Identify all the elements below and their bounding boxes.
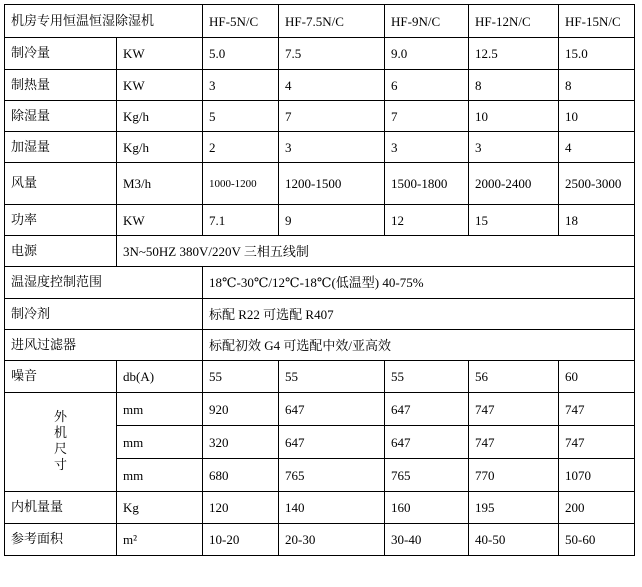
model-header: HF-9N/C (385, 5, 469, 38)
cell-value: 9 (279, 205, 385, 236)
cell-value: 195 (469, 492, 559, 524)
cell-value: 7 (385, 101, 469, 132)
cell-value: 7 (279, 101, 385, 132)
model-header: HF-15N/C (559, 5, 635, 38)
row-unit: KW (117, 38, 203, 70)
cell-value: 320 (203, 426, 279, 459)
cell-value: 55 (203, 361, 279, 393)
cell-value: 2000-2400 (469, 163, 559, 205)
row-unit: Kg/h (117, 101, 203, 132)
row-label: 内机量量 (5, 492, 117, 524)
cell-value: 40-50 (469, 524, 559, 556)
row-unit: m² (117, 524, 203, 556)
row-unit: Kg/h (117, 132, 203, 163)
cell-value: 8 (469, 70, 559, 101)
row-label: 制热量 (5, 70, 117, 101)
row-label: 制冷量 (5, 38, 117, 70)
cell-value: 7.1 (203, 205, 279, 236)
cell-value: 1200-1500 (279, 163, 385, 205)
cell-value: 18 (559, 205, 635, 236)
cell-value: 10-20 (203, 524, 279, 556)
cell-value: 12 (385, 205, 469, 236)
row-label: 功率 (5, 205, 117, 236)
row-unit: KW (117, 70, 203, 101)
cell-value: 747 (559, 426, 635, 459)
spec-table (4, 4, 635, 556)
cell-value: 6 (385, 70, 469, 101)
row-unit: KW (117, 205, 203, 236)
table-row (5, 492, 635, 524)
row-unit: mm (117, 426, 203, 459)
dimensions-label: 外机尺寸 (5, 393, 117, 492)
model-header: HF-12N/C (469, 5, 559, 38)
cell-value: 15.0 (559, 38, 635, 70)
table-row (5, 101, 635, 132)
table-row (5, 524, 635, 556)
model-header: HF-7.5N/C (279, 5, 385, 38)
row-label: 风量 (5, 163, 117, 205)
row-unit: mm (117, 393, 203, 426)
cell-value: 120 (203, 492, 279, 524)
table-row (5, 267, 635, 299)
row-unit: db(A) (117, 361, 203, 393)
row-unit: mm (117, 459, 203, 492)
cell-value: 920 (203, 393, 279, 426)
table-row (5, 330, 635, 361)
cell-value: 647 (279, 393, 385, 426)
cell-value: 765 (279, 459, 385, 492)
cell-value: 2500-3000 (559, 163, 635, 205)
wide-value: 标配初效 G4 可选配中效/亚高效 (203, 330, 635, 361)
cell-value: 747 (469, 426, 559, 459)
cell-value: 10 (559, 101, 635, 132)
cell-value: 55 (385, 361, 469, 393)
cell-value: 765 (385, 459, 469, 492)
cell-value: 4 (559, 132, 635, 163)
cell-value: 10 (469, 101, 559, 132)
cell-value: 5.0 (203, 38, 279, 70)
table-row (5, 163, 635, 205)
cell-value: 140 (279, 492, 385, 524)
row-label: 制冷剂 (5, 299, 203, 330)
row-label: 电源 (5, 236, 117, 267)
wide-value: 标配 R22 可选配 R407 (203, 299, 635, 330)
cell-value: 60 (559, 361, 635, 393)
cell-value: 747 (559, 393, 635, 426)
cell-value: 1000-1200 (203, 163, 279, 205)
header-row (5, 5, 635, 38)
cell-value: 50-60 (559, 524, 635, 556)
table-row (5, 299, 635, 330)
model-header: HF-5N/C (203, 5, 279, 38)
row-label: 除湿量 (5, 101, 117, 132)
cell-value: 647 (279, 426, 385, 459)
cell-value: 160 (385, 492, 469, 524)
table-row (5, 132, 635, 163)
table-title: 机房专用恒温恒湿除湿机 (5, 5, 203, 38)
table-row (5, 236, 635, 267)
cell-value: 15 (469, 205, 559, 236)
cell-value: 12.5 (469, 38, 559, 70)
table-row (5, 205, 635, 236)
wide-value: 18℃-30℃/12℃-18℃(低温型) 40-75% (203, 267, 635, 299)
cell-value: 3 (385, 132, 469, 163)
table-row (5, 70, 635, 101)
cell-value: 680 (203, 459, 279, 492)
cell-value: 3 (469, 132, 559, 163)
cell-value: 3 (203, 70, 279, 101)
wide-value: 3N~50HZ 380V/220V 三相五线制 (117, 236, 635, 267)
row-label: 温湿度控制范围 (5, 267, 203, 299)
row-unit: Kg (117, 492, 203, 524)
cell-value: 55 (279, 361, 385, 393)
cell-value: 200 (559, 492, 635, 524)
cell-value: 2 (203, 132, 279, 163)
cell-value: 1500-1800 (385, 163, 469, 205)
row-unit: M3/h (117, 163, 203, 205)
cell-value: 3 (279, 132, 385, 163)
cell-value: 4 (279, 70, 385, 101)
cell-value: 770 (469, 459, 559, 492)
table-row (5, 361, 635, 393)
cell-value: 747 (469, 393, 559, 426)
cell-value: 30-40 (385, 524, 469, 556)
cell-value: 7.5 (279, 38, 385, 70)
cell-value: 647 (385, 393, 469, 426)
row-label: 加湿量 (5, 132, 117, 163)
table-row (5, 393, 635, 426)
table-row (5, 38, 635, 70)
cell-value: 56 (469, 361, 559, 393)
row-label: 参考面积 (5, 524, 117, 556)
cell-value: 9.0 (385, 38, 469, 70)
cell-value: 1070 (559, 459, 635, 492)
row-label: 噪音 (5, 361, 117, 393)
cell-value: 5 (203, 101, 279, 132)
row-label: 进风过滤器 (5, 330, 203, 361)
cell-value: 8 (559, 70, 635, 101)
cell-value: 647 (385, 426, 469, 459)
cell-value: 20-30 (279, 524, 385, 556)
